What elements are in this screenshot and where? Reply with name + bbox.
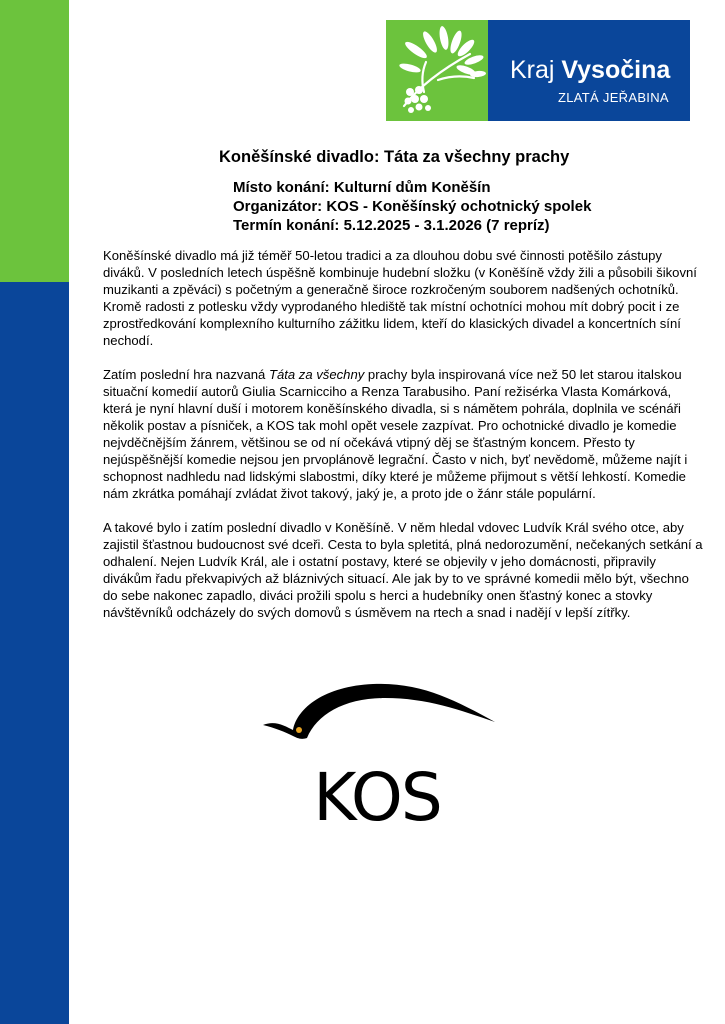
- dates-line: Termín konání: 5.12.2025 - 3.1.2026 (7 repríz): [233, 217, 550, 234]
- rowan-branch-icon: [386, 20, 488, 121]
- kraj-name: Kraj Vysočina: [510, 56, 671, 84]
- paragraph-3: A takové bylo i zatím poslední divadlo v Koněšíně. V něm hledal vdovec Ludvík Král svého otce, aby zajistil šťastnou budoucnost své dceři. Cesta to byla spletitá, plná nedorozumění, nečekaných setkání a odhalení. Nejen Ludvík Král, ale i ostatní postavy, které se objevily v jeho domácnosti, připravily divákům řadu překvapivých až bláznivých situací. Ale jak by to ve správné komedii mělo být, všechno do sebe nakonec zapadlo, diváci prožili spolu s herci a hudebníky onen šťastný konec a stovky návštěvníků odcházely do svých domovů s úsměvem na rtech a snad i nadějí v lepší zítřky.: [103, 520, 703, 620]
- kraj-subtitle: ZLATÁ JEŘABINA: [558, 90, 669, 105]
- article-body: [103, 247, 703, 638]
- kos-logo: [255, 680, 500, 840]
- kraj-vysocina-logo: [386, 20, 690, 121]
- venue-line: Místo konání: Kulturní dům Koněšín: [233, 179, 491, 196]
- kraj-vysocina-wordmark: [488, 20, 690, 121]
- paragraph-2: Zatím poslední hra nazvaná Táta za všechny prachy byla inspirovaná více než 50 let starou italskou situační komedií autorů Giulia Scarnicciho a Renza Tarabusiho. Paní režisérka Vlasta Komárková, která je nyní hlavní duší i motorem koněšínského divadla, si s námětem pohrála, doplnila ve scénáři několik postav a písniček, a KOS tak mohl opět vesele zazpívat. Pro ochotnické divadlo je komedie nejvděčnějším žánrem, většinou se od ní očekává vtipný děj se šťastným koncem. Přesto ty nejúspěšnější komedie nejsou jen prvoplánově legrační. Často v nich, byť nevědomě, můžeme najít i schopnost nadhledu nad lidskými slabostmi, díky které je můžeme přijmout s větší lehkostí. Komedie nám zkrátka pomáhají zvládat život takový, jaký je, a proto jde o žánr stále populární.: [103, 367, 688, 501]
- organizer-line: Organizátor: KOS - Koněšínský ochotnický spolek: [233, 198, 592, 215]
- sidebar-green-band: [0, 0, 69, 282]
- sidebar-blue-band: [0, 282, 69, 1024]
- event-info: [233, 178, 591, 235]
- kos-text: KOS: [313, 759, 441, 836]
- page-title: Koněšínské divadlo: Táta za všechny prachy: [219, 148, 570, 166]
- bird-icon: [263, 684, 495, 739]
- paragraph-1: Koněšínské divadlo má již téměř 50-letou tradici a za dlouhou dobu své činnosti potěšilo zástupy diváků. V posledních letech úspěšně kombinuje hudební složku (v Koněšíně vždy žili a působili šikovní muzikanti a zpěváci) s početným a generačně široce rozkročeným souborem nadšených ochotníků. Kromě radosti z potlesku vždy vyprodaného hlediště tak místní ochotníci mohou mít dobrý pocit i ze zprostředkování komplexního kulturního zážitku lidem, kteří do klasických divadel a koncertních síní nechodí.: [103, 248, 697, 348]
